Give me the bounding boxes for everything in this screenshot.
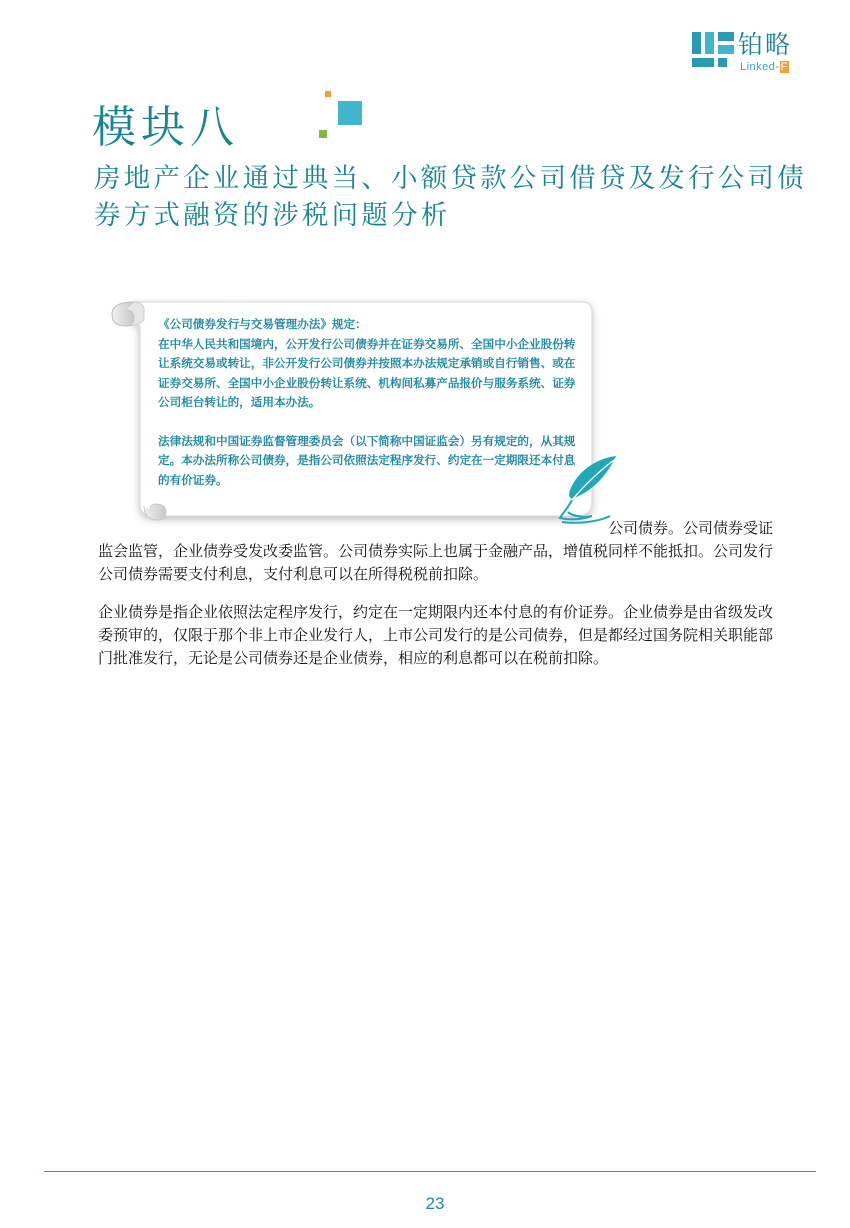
decorative-squares-icon — [318, 90, 368, 144]
brand-logo — [692, 30, 812, 74]
callout-scroll — [104, 296, 624, 528]
body-paragraph-2: 企业债券是指企业依照法定程序发行，约定在一定期限内还本付息的有价证券。企业债券是由省级发改委预审的，仅限于那个非上市企业发行人，上市公司发行的是公司债券，但是都经过国务院相关职能部门批准发行，无论是公司债券还是企业债券，相应的利息都可以在税前扣除。 — [98, 603, 774, 667]
callout-text — [158, 315, 584, 490]
callout-para2: 法律法规和中国证券监督管理委员会（以下简称中国证监会）另有规定的，从其规定。本办法所称公司债券，是指公司依照法定程序发行、约定在一定期限还本付息的有价证券。 — [158, 433, 576, 487]
footer-divider — [44, 1171, 816, 1172]
feather-icon — [558, 454, 622, 526]
callout-para1: 在中华人民共和国境内，公开发行公司债券并在证券交易所、全国中小企业股份转让系统交易或转让，非公开发行公司债券并按照本办法规定承销或自行销售、或在证券交易所、全国中小企业股份转让系统、机构间私募产品报价与服务系统、证券公司柜台转让的，适用本办法。 — [158, 336, 576, 409]
page-subtitle: 房地产企业通过典当、小额贷款公司借贷及发行公司债券方式融资的涉税问题分析 — [94, 163, 807, 231]
callout-heading: 《公司债券发行与交易管理办法》规定： — [158, 317, 367, 331]
brand-name-en: Linked-F — [740, 61, 788, 73]
page-number: 23 — [425, 1194, 445, 1213]
body-paragraph-1: 公司债券。公司债券受证监会监管，企业债券受发改委监管。公司债券实际上也属于金融产品，增值税同样不能抵扣。公司发行公司债券需要支付利息，支付利息可以在所得税税前扣除。 — [98, 519, 774, 583]
brand-name-cn: 铂略 — [738, 30, 793, 59]
logo-mark-icon — [692, 32, 734, 72]
module-title: 模块八 — [92, 102, 239, 153]
